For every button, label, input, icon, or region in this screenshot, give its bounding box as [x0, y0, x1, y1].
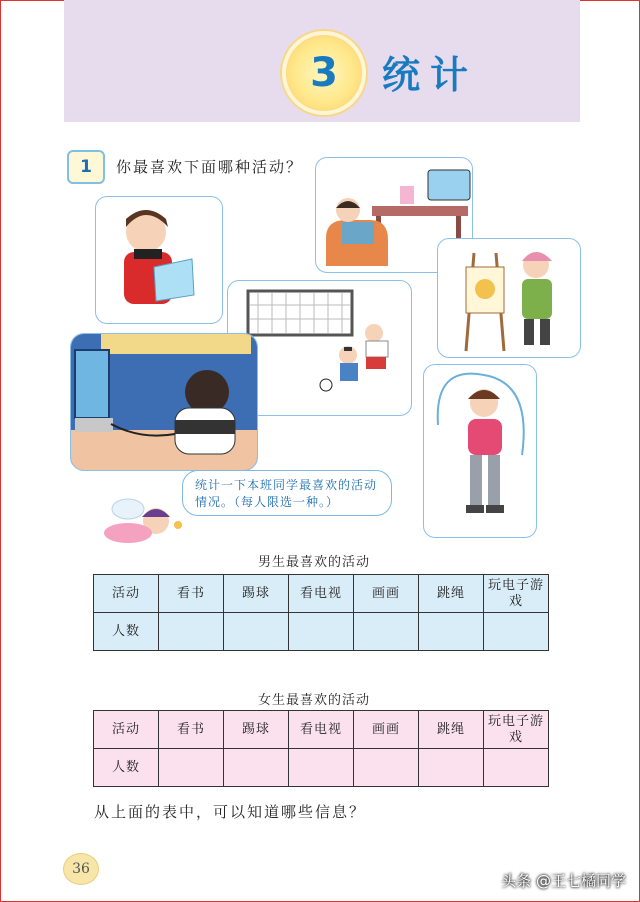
table-row [94, 749, 549, 787]
table-cell-empty[interactable] [289, 749, 354, 787]
table-cell-empty[interactable] [354, 749, 419, 787]
chapter-number-badge [286, 35, 362, 111]
painting-illustration [437, 238, 581, 358]
table-cell-empty[interactable] [224, 613, 289, 651]
boys-table-title: 男生最喜欢的活动 [258, 555, 371, 570]
girls-table-title: 女生最喜欢的活动 [258, 693, 371, 708]
follow-up-question: 从上面的表中，可以知道哪些信息？ [94, 803, 367, 821]
chapter-title: 统计 [382, 53, 479, 97]
table-cell-empty[interactable] [484, 613, 549, 651]
table-cell: 看电视 [289, 711, 354, 749]
table-cell: 跳绳 [419, 711, 484, 749]
reading-illustration [95, 196, 223, 324]
table-cell: 活动 [94, 575, 159, 613]
table-cell: 玩电子游戏 [484, 711, 549, 749]
table-cell-empty[interactable] [159, 613, 224, 651]
table-cell-empty[interactable] [159, 749, 224, 787]
table-cell: 看书 [159, 711, 224, 749]
chapter-header [64, 0, 580, 122]
table-cell: 人数 [94, 613, 159, 651]
table-header-row [94, 575, 549, 613]
jump-rope-illustration [423, 364, 537, 538]
table-cell-empty[interactable] [484, 749, 549, 787]
question-number: 1 [67, 150, 105, 184]
table-cell-empty[interactable] [289, 613, 354, 651]
table-cell: 看书 [159, 575, 224, 613]
table-cell: 看电视 [289, 575, 354, 613]
table-cell-empty[interactable] [419, 749, 484, 787]
girls-activity-table [93, 710, 549, 787]
question-text: 你最喜欢下面哪种活动？ [116, 158, 304, 176]
boys-activity-table [93, 574, 549, 651]
table-cell: 玩电子游戏 [484, 575, 549, 613]
table-cell: 画画 [354, 711, 419, 749]
table-cell: 跳绳 [419, 575, 484, 613]
table-header-row [94, 711, 549, 749]
table-cell: 人数 [94, 749, 159, 787]
table-cell: 活动 [94, 711, 159, 749]
speech-bubble: 统计一下本班同学最喜欢的活动情况。（每人限选一种。） [182, 470, 392, 516]
fairy-character-illustration [98, 495, 188, 555]
table-cell-empty[interactable] [354, 613, 419, 651]
page-number: 36 [63, 853, 99, 885]
table-cell: 踢球 [224, 575, 289, 613]
chapter-number: 3 [310, 50, 338, 96]
table-cell: 踢球 [224, 711, 289, 749]
video-game-illustration [70, 333, 258, 471]
table-row [94, 613, 549, 651]
table-cell-empty[interactable] [419, 613, 484, 651]
table-cell: 画画 [354, 575, 419, 613]
table-cell-empty[interactable] [224, 749, 289, 787]
watermark: 头条 @王七橘同学 [501, 872, 626, 890]
